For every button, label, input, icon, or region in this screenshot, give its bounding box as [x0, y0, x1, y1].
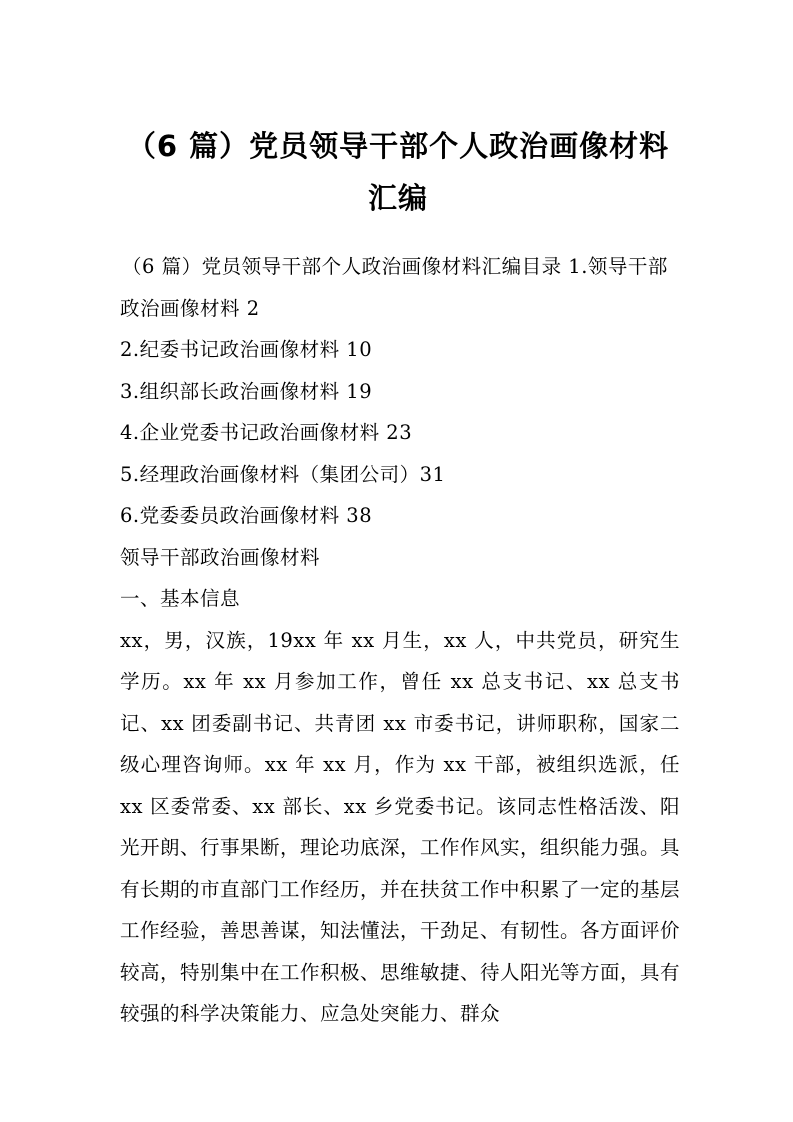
- section-title: 领导干部政治画像材料: [120, 545, 321, 569]
- table-of-contents-intro: （6 篇）党员领导干部个人政治画像材料汇编目录 1.领导干部政治画像材料 2: [120, 255, 668, 320]
- basic-info-paragraph: xx，男，汉族，19xx 年 xx 月生，xx 人，中共党员，研究生学历。xx 年 xx 月参加工作，曾任 xx 总支书记、xx 总支书记、xx 团委副书记、共青团 xx 市委书记，讲师职称，国家二级心理咨询师。xx 年 xx 月，作为 xx 干部，被组织选派，任 xx 区委常委、xx 部长、xx 乡党委书记。该同志性格活泼、阳光开朗、行事果断，理论功底深，工作作风实，组织能力强。具有长期的市直部门工作经历，并在扶贫工作中积累了一定的基层工作经验，善思善谋，知法懂法，干劲足、有韧性。各方面评价较高，特别集中在工作积极、思维敏捷、待人阳光等方面，具有较强的科学决策能力、应急处突能力、群众: [120, 628, 681, 1025]
- toc-item: 2.纪委书记政治画像材料 10: [120, 338, 373, 361]
- toc-item: 3.组织部长政治画像材料 19: [120, 379, 373, 403]
- document-title: （6 篇）党员领导干部个人政治画像材料汇编: [126, 129, 670, 215]
- toc-item: 4.企业党委书记政治画像材料 23: [120, 421, 413, 444]
- toc-item: 5.经理政治画像材料（集团公司）31: [120, 462, 446, 486]
- subsection-title: 一、基本信息: [120, 587, 241, 610]
- document-body: [120, 246, 680, 1035]
- toc-item: 6.党委委员政治画像材料 38: [120, 504, 373, 527]
